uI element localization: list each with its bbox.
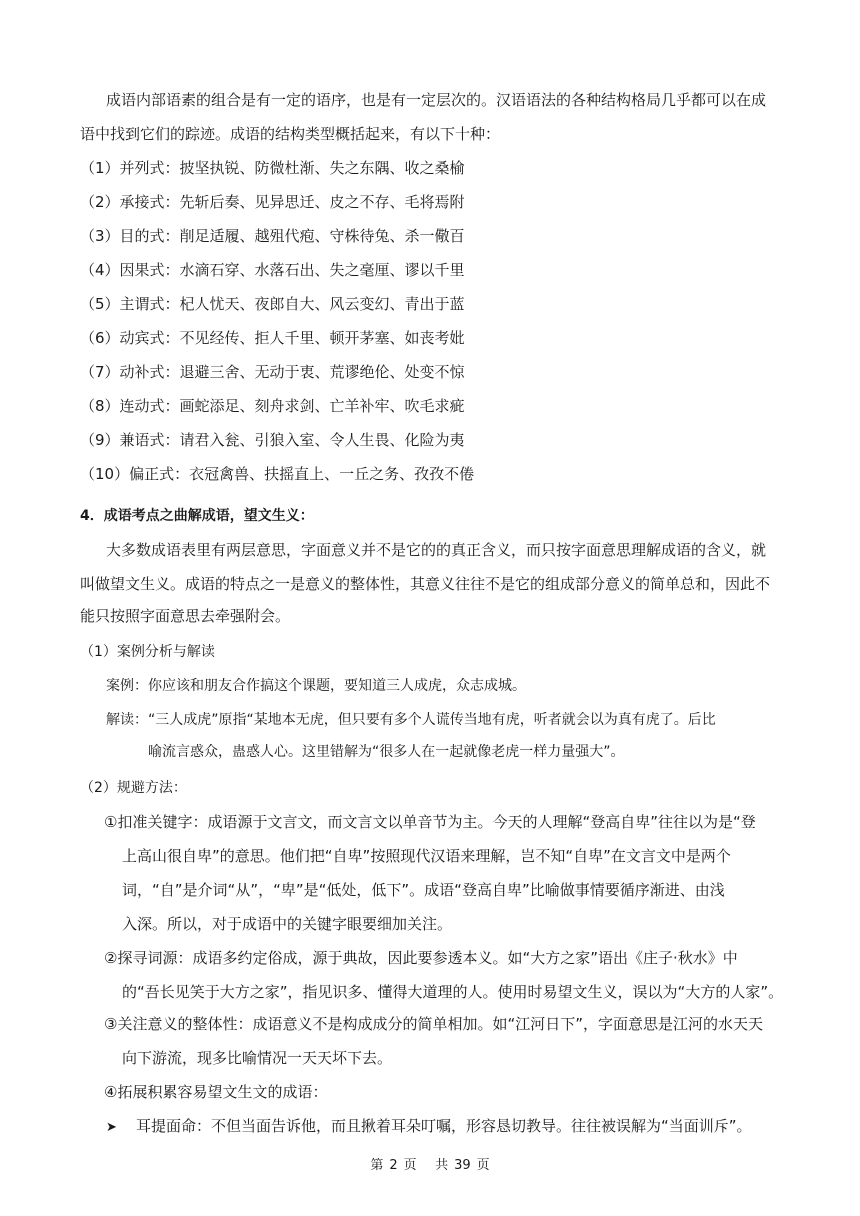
- paragraph-line: 叫做望文生义。成语的特点之一是意义的整体性，其意义往往不是它的组成部分意义的简单总和，因此不: [80, 575, 771, 593]
- method-line: ②探寻词源：成语多约定俗成，源于典故，因此要参透本义。如“大方之家”语出《庄子·秋水》中: [104, 949, 738, 967]
- type-item: （4）因果式：水滴石穿、水落石出、失之毫厘、谬以千里: [80, 261, 465, 279]
- method-line: 入深。所以，对于成语中的关键字眼要细加关注。: [122, 915, 453, 933]
- type-item: （3）目的式：削足适履、越殂代疱、守株待兔、杀一儆百: [80, 227, 465, 245]
- method-line: ③关注意义的整体性：成语意义不是构成成分的简单相加。如“江河日下”，字面意思是江河的水天天: [104, 1015, 763, 1033]
- paragraph-line: 大多数成语表里有两层意思，字面意义并不是它的的真正含义，而只按字面意思理解成语的含义，就: [106, 541, 767, 559]
- interpretation-line: 喻流言惑众，蛊惑人心。这里错解为“很多人在一起就像老虎一样力量强大”。: [148, 744, 625, 760]
- method-line: ①扣准关键字：成语源于文言文，而文言文以单音节为主。今天的人理解“登高自卑”往往以为是“登: [104, 813, 756, 831]
- method-line: 向下游流，现多比喻情况一天天坏下去。: [122, 1049, 393, 1067]
- method-line: 的“吾长见笑于大方之家”，指见识多、懂得大道理的人。使用时易望文生义，误以为“大方的人家”。: [122, 983, 784, 1001]
- type-item: （5）主谓式：杞人忧天、夜郎自大、风云变幻、青出于蓝: [80, 295, 465, 313]
- paragraph-line: 能只按照字面意思去牵强附会。: [80, 607, 291, 625]
- bullet-text: 耳提面命：不但当面告诉他，而且揪着耳朵叮嘱，形容恳切教导。往往被误解为“当面训斥”。: [136, 1117, 752, 1135]
- arrow-bullet-icon: ➤: [106, 1120, 117, 1135]
- footer-prefix: 第: [370, 1158, 384, 1173]
- subsection-title: （1）案例分析与解读: [80, 644, 215, 660]
- subsection-title: （2）规避方法：: [80, 780, 187, 796]
- footer-total-prefix: 共: [435, 1158, 449, 1173]
- footer-suffix-2: 页: [476, 1158, 490, 1173]
- page-footer: [0, 1154, 860, 1173]
- type-item: （9）兼语式：请君入瓮、引狼入室、令人生畏、化险为夷: [80, 431, 465, 449]
- intro-line-2: 语中找到它们的踪迹。成语的结构类型概括起来，有以下十种：: [80, 125, 501, 143]
- bullet-item: [106, 1116, 752, 1138]
- case-text: 案例：你应该和朋友合作搞这个课题，要知道三人成虎，众志成城。: [106, 678, 526, 694]
- section-heading: 4．成语考点之曲解成语，望文生义：: [80, 508, 314, 524]
- total-pages: 39: [454, 1158, 471, 1173]
- type-item: （8）连动式：画蛇添足、刻舟求剑、亡羊补牢、吹毛求疵: [80, 397, 465, 415]
- type-item: （1）并列式：披坚执锐、防微杜渐、失之东隅、收之桑榆: [80, 159, 465, 177]
- method-line: 词，“自”是介词“从”，“卑”是“低处，低下”。成语“登高自卑”比喻做事情要循序渐进、由浅: [122, 881, 725, 899]
- type-item: （2）承接式：先斩后奏、见异思迁、皮之不存、毛将焉附: [80, 193, 465, 211]
- method-line: ④拓展积累容易望文生文的成语：: [104, 1083, 328, 1101]
- method-line: 上高山很自卑”的意思。他们把“自卑”按照现代汉语来理解，岂不知“自卑”在文言文中是两个: [122, 847, 731, 865]
- type-item: （10）偏正式：衣冠禽兽、扶摇直上、一丘之务、孜孜不倦: [80, 465, 475, 483]
- type-item: （6）动宾式：不见经传、拒人千里、顿开茅塞、如丧考妣: [80, 329, 465, 347]
- intro-line-1: 成语内部语素的组合是有一定的语序，也是有一定层次的。汉语语法的各种结构格局几乎都可以在成: [106, 91, 767, 109]
- type-item: （7）动补式：退避三舍、无动于衷、荒谬绝伦、处变不惊: [80, 363, 465, 381]
- interpretation-line: 解读：“三人成虎”原指“某地本无虎，但只要有多个人谎传当地有虎，听者就会以为真有虎了。后比: [106, 712, 716, 728]
- footer-suffix: 页: [403, 1158, 417, 1173]
- page-number: 2: [389, 1158, 398, 1173]
